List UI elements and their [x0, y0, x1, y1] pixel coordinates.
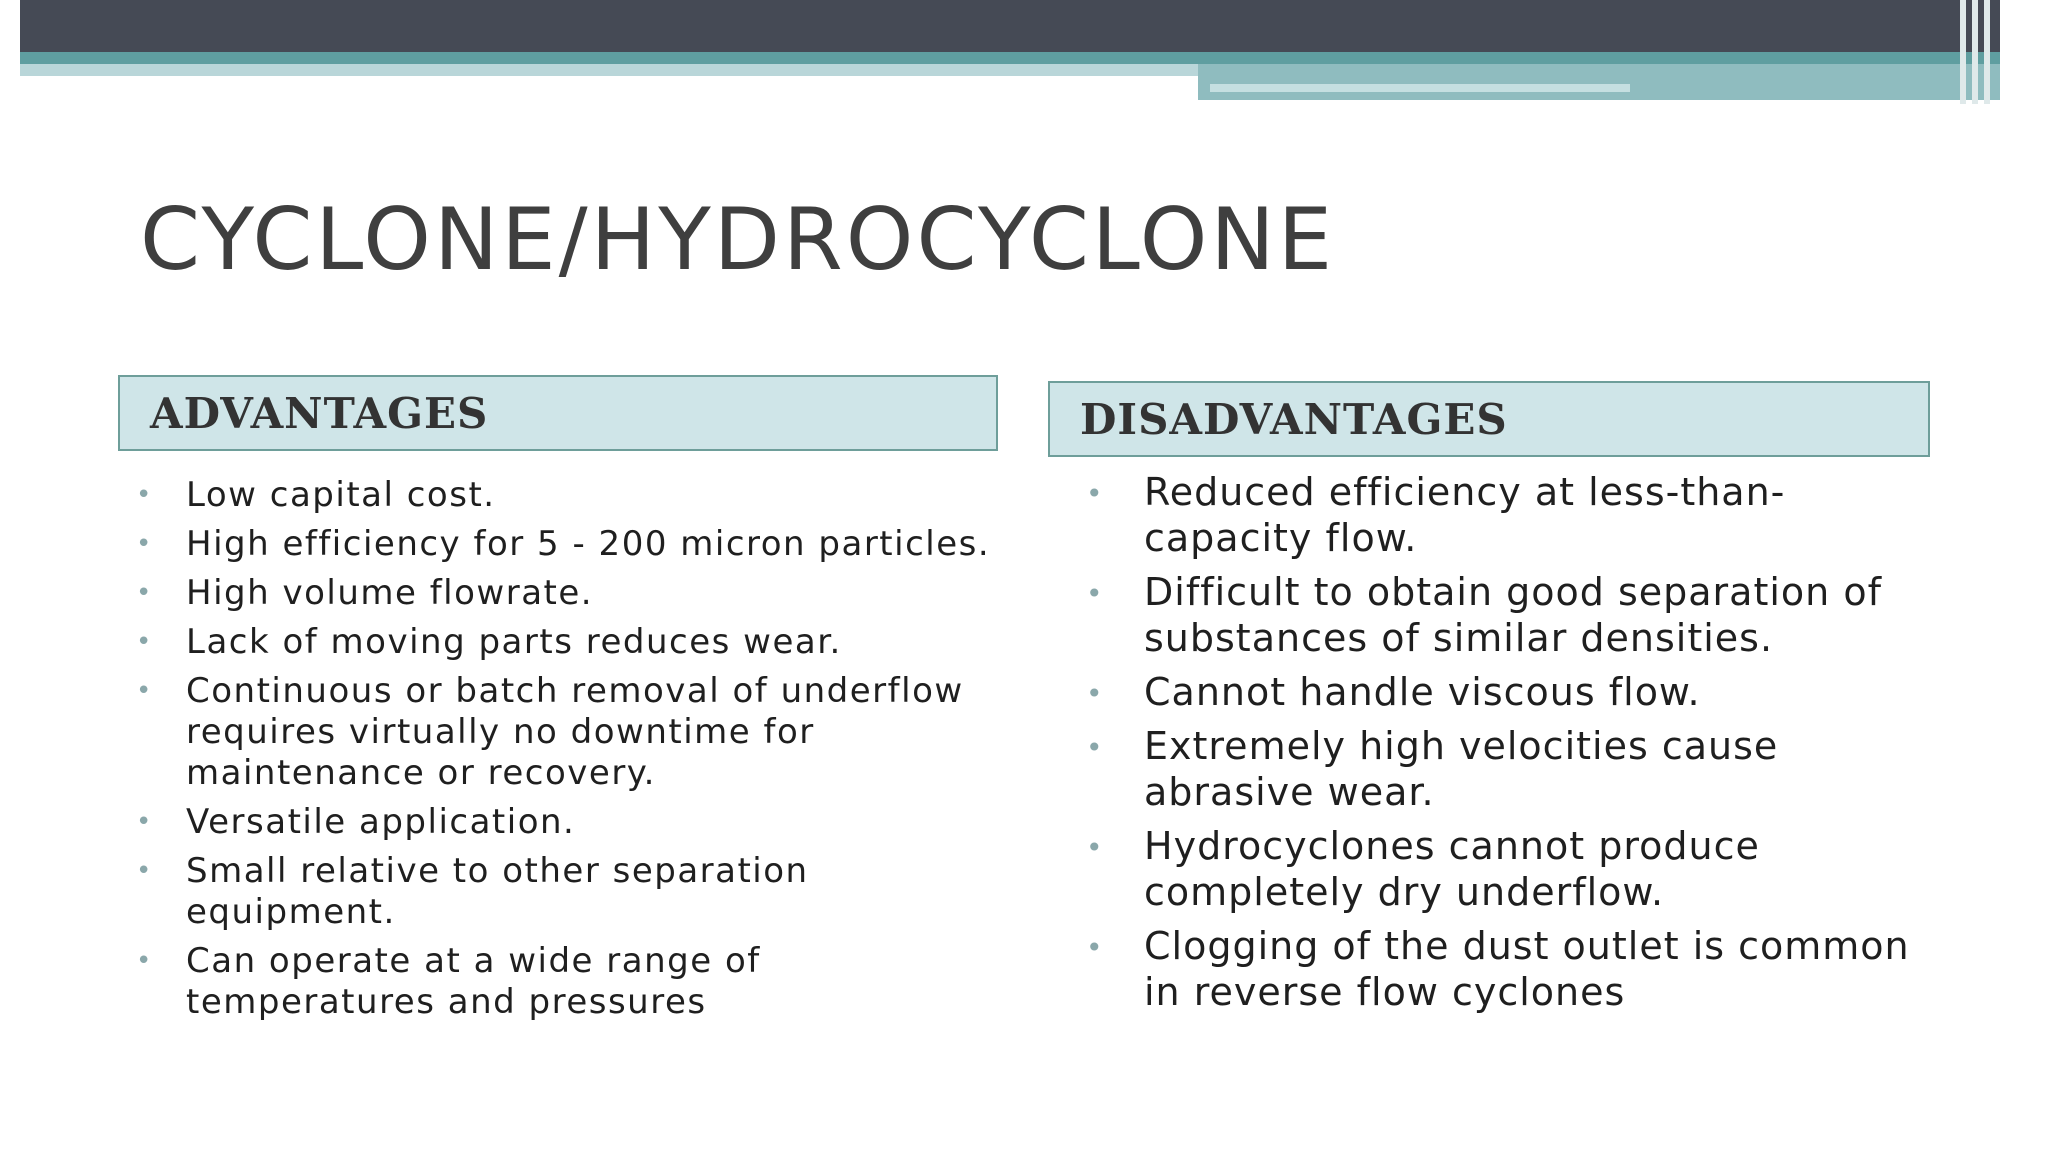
- list-item-text: Clogging of the dust outlet is common in reverse flow cyclones: [1144, 924, 1910, 1014]
- header-stripe: [1984, 0, 1990, 104]
- header-bar-step-light: [1210, 84, 1630, 92]
- bullet-dot-icon: •: [136, 480, 153, 510]
- header-bar-step: [1198, 64, 2000, 100]
- advantages-heading: ADVANTAGES: [118, 375, 998, 451]
- list-item-text: Reduced efficiency at less-than-capacity flow.: [1144, 470, 1786, 560]
- header-stripe: [1960, 0, 1966, 104]
- list-item: [128, 671, 998, 794]
- bullet-dot-icon: •: [136, 578, 153, 608]
- list-item: [1080, 469, 1930, 561]
- advantages-list: [128, 475, 998, 1023]
- list-item-text: Difficult to obtain good separation of substances of similar densities.: [1144, 570, 1882, 660]
- disadvantages-list: [1080, 469, 1930, 1015]
- disadvantages-heading: DISADVANTAGES: [1048, 381, 1930, 457]
- advantages-column: [118, 375, 998, 1031]
- header-stripe: [1972, 0, 1978, 104]
- bullet-dot-icon: •: [1086, 731, 1104, 764]
- list-item-text: Extremely high velocities cause abrasive wear.: [1144, 724, 1779, 814]
- list-item: [128, 475, 998, 516]
- bullet-dot-icon: •: [1086, 931, 1104, 964]
- list-item-text: Hydrocyclones cannot produce completely dry underflow.: [1144, 824, 1760, 914]
- list-item-text: Cannot handle viscous flow.: [1144, 670, 1701, 714]
- bullet-dot-icon: •: [136, 856, 153, 886]
- list-item-text: High efficiency for 5 - 200 micron particles.: [186, 524, 991, 564]
- bullet-dot-icon: •: [1086, 577, 1104, 610]
- header-bar-dark: [20, 0, 2000, 52]
- list-item-text: Small relative to other separation equipment.: [186, 851, 809, 932]
- bullet-dot-icon: •: [136, 676, 153, 706]
- list-item-text: Low capital cost.: [186, 475, 496, 515]
- header-bar-light: [20, 64, 1200, 76]
- list-item: [1080, 723, 1930, 815]
- list-item: [1080, 823, 1930, 915]
- list-item: [128, 802, 998, 843]
- list-item-text: Can operate at a wide range of temperatures and pressures: [186, 941, 761, 1022]
- bullet-dot-icon: •: [1086, 831, 1104, 864]
- list-item: [1080, 569, 1930, 661]
- disadvantages-column: [1048, 381, 1930, 1023]
- list-item: [128, 851, 998, 933]
- list-item: [128, 622, 998, 663]
- list-item: [128, 524, 998, 565]
- bullet-dot-icon: •: [136, 946, 153, 976]
- bullet-dot-icon: •: [136, 807, 153, 837]
- list-item: [1080, 669, 1930, 715]
- list-item: [1080, 923, 1930, 1015]
- list-item-text: Continuous or batch removal of underflow requires virtually no downtime for maintenance or recovery.: [186, 671, 964, 793]
- list-item-text: Lack of moving parts reduces wear.: [186, 622, 842, 662]
- bullet-dot-icon: •: [1086, 477, 1104, 510]
- list-item-text: High volume flowrate.: [186, 573, 594, 613]
- list-item: [128, 941, 998, 1023]
- list-item-text: Versatile application.: [186, 802, 576, 842]
- list-item: [128, 573, 998, 614]
- bullet-dot-icon: •: [1086, 677, 1104, 710]
- header-bar-teal: [20, 52, 2000, 64]
- bullet-dot-icon: •: [136, 529, 153, 559]
- slide-title: CYCLONE/HYDROCYCLONE: [140, 190, 1336, 290]
- bullet-dot-icon: •: [136, 627, 153, 657]
